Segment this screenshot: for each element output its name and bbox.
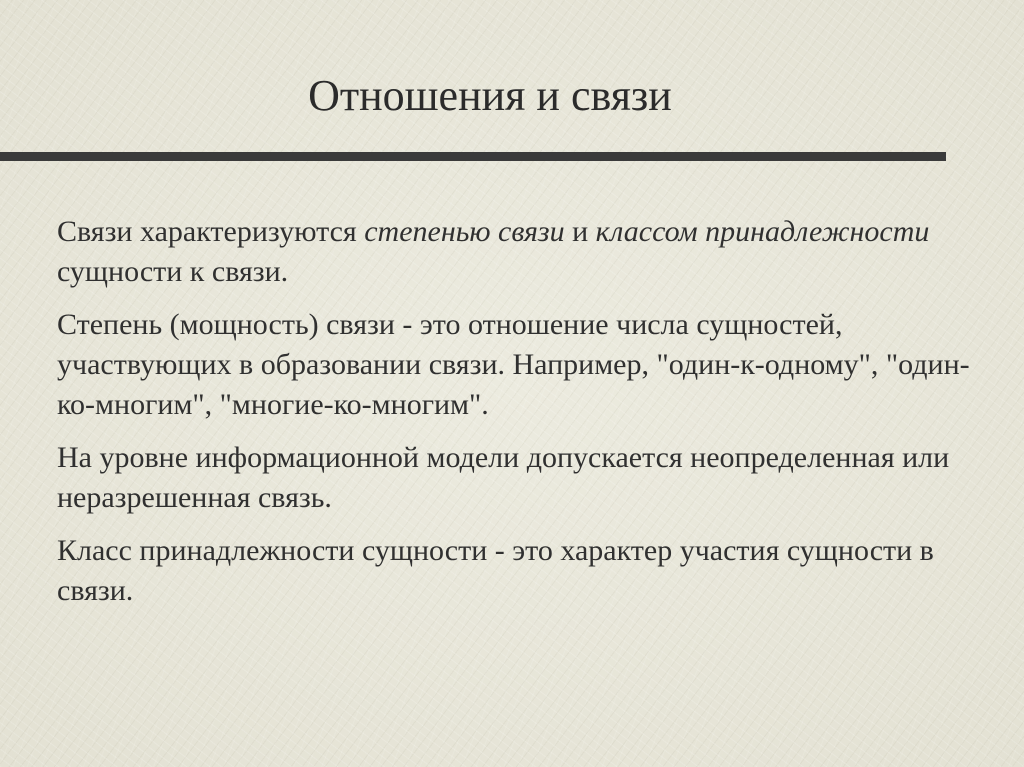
term-membership-class: классом принадлежности xyxy=(595,215,930,248)
paragraph1-text-2: и xyxy=(564,215,596,248)
paragraph-relationship-characteristics xyxy=(57,212,977,292)
slide-body xyxy=(57,212,977,624)
slide-title: Отношения и связи xyxy=(308,71,672,120)
title-divider xyxy=(0,152,946,161)
paragraph1-text-3: сущности к связи. xyxy=(57,255,289,288)
paragraph-degree-definition: Степень (мощность) связи - это отношение числа сущностей, участвующих в образовании связи. Например, "один-к-одному", "один-ко-многим", "многие-ко-многим". xyxy=(57,308,970,421)
paragraph1-text-1: Связи характеризуются xyxy=(57,215,365,248)
paragraph-membership-class: Класс принадлежности сущности - это характер участия сущности в связи. xyxy=(57,534,934,607)
paragraph-undefined-relationship: На уровне информационной модели допускается неопределенная или неразрешенная связь. xyxy=(57,441,950,514)
term-degree: степенью связи xyxy=(364,215,565,248)
